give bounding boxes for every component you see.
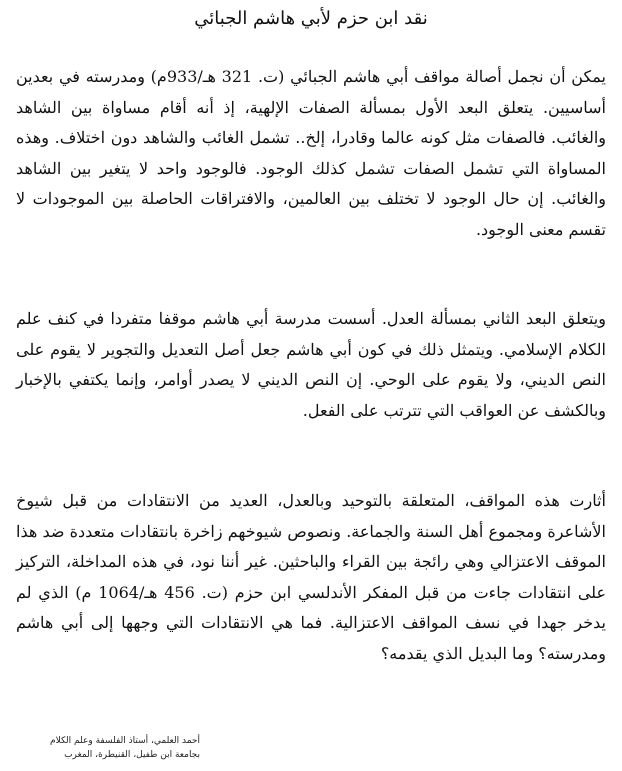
affiliation-line: بجامعة ابن طفيل، القنيطرة، المغرب	[64, 750, 200, 760]
paragraph-1: يمكن أن نجمل أصالة مواقف أبي هاشم الجبائي (ت. 321 هـ/933م) ومدرسته في بعدين أساسيين. يتعلق البعد الأول بمسألة الصفات الإلهية، إذ أنه أقام مساواة بين الشاهد والغائب. فالصفات مثل كونه عالما وقادرا، إلخ.. تشمل الغائب والشاهد دون اختلاف. وهذه المساواة التي تشمل الصفات تشمل كذلك الوجود. فالوجود واحد لا يتغير بين الشاهد والغائب. إن حال الوجود لا تختلف بين العالمين، والافتراقات الحاصلة بين الموجودات لا تقسم معنى الوجود.	[16, 67, 607, 239]
author-line: أحمد العلمي، أستاذ الفلسفة وعلم الكلام	[50, 736, 200, 746]
paragraph-3: أثارت هذه المواقف، المتعلقة بالتوحيد وبالعدل، العديد من الانتقادات من قبل شيوخ الأشاعرة ومجموع أهل السنة والجماعة. ونصوص شيوخهم زاخرة بانتقادات متعددة ضد هذا الموقف الاعتزالي وهي رائجة بين القراء والباحثين. غير أننا نود، في هذه المداخلة، التركيز على انتقادات جاءت من قبل المفكر الأندلسي ابن حزم (ت. 456 هـ/1064 م) الذي لم يدخر جهدا في نسف المواقف الاعتزالية. فما هي الانتقادات التي وجهها إلى أبي هاشم ومدرسته؟ وما البديل الذي يقدمه؟	[16, 491, 607, 663]
author-footnote	[0, 734, 200, 762]
paragraph-2: ويتعلق البعد الثاني بمسألة العدل. أسست مدرسة أبي هاشم موقفا متفردا في كنف علم الكلام الإسلامي. ويتمثل ذلك في كون أبي هاشم جعل أصل التعديل والتجوير لا يقوم على النص الديني، ولا يقوم على الوحي. إن النص الديني لا يصدر أوامر، وإنما يكتفي بالإخبار وبالكشف عن العواقب التي تترتب على الفعل.	[16, 309, 606, 420]
page-title: نقد ابن حزم لأبي هاشم الجبائي	[194, 8, 428, 29]
